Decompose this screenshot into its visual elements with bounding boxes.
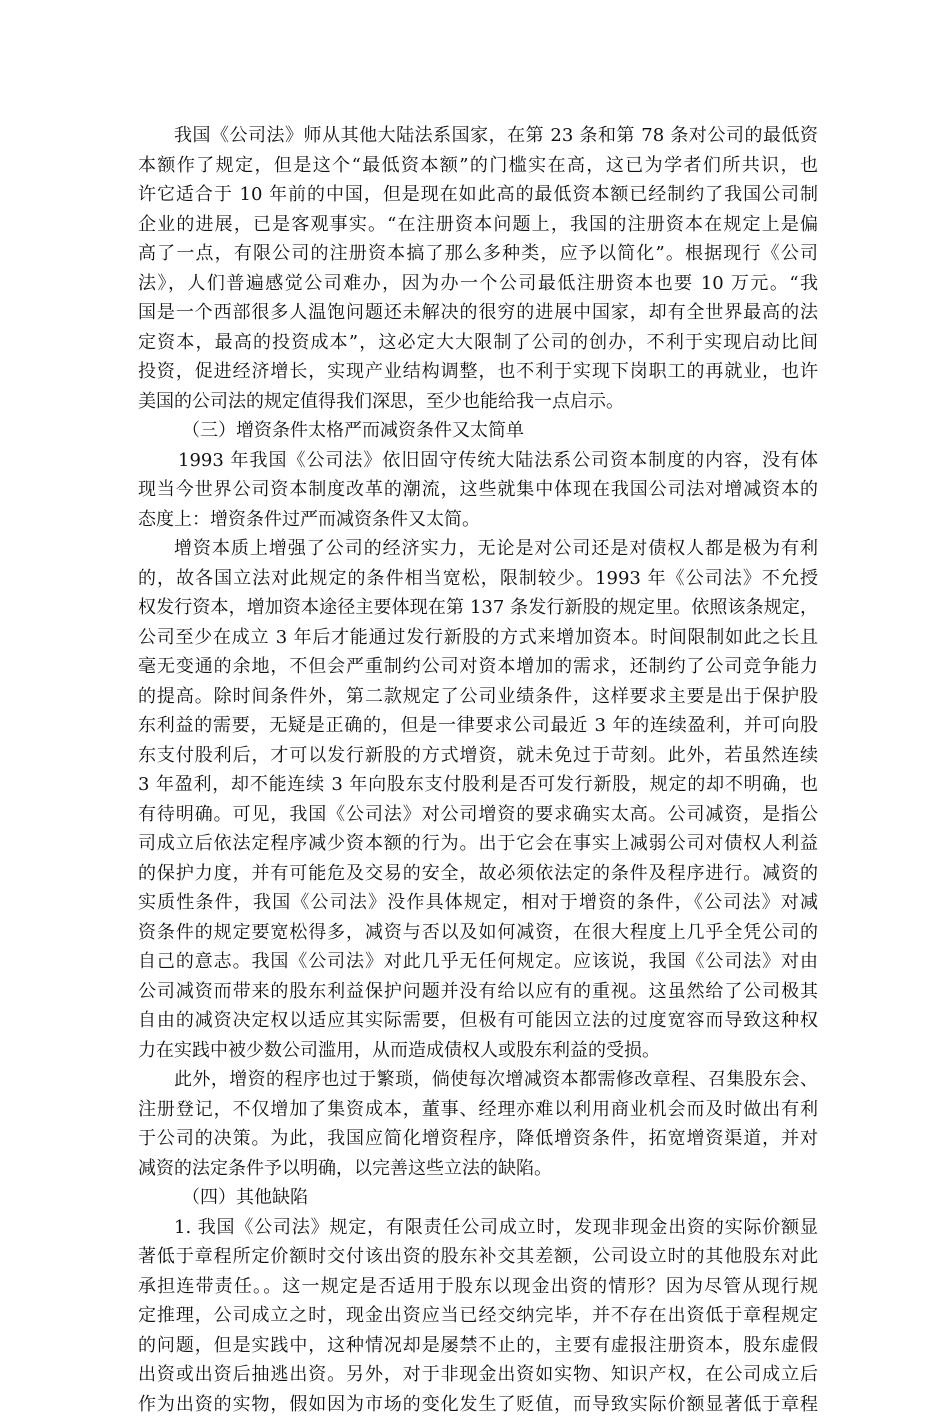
text-line: 法》，人们普遍感觉公司难办，因为办一个公司最低注册资本也要 10 万元。“我 <box>138 269 818 299</box>
text-line: 力在实践中被少数公司滥用，从而造成债权人或股东利益的受损。 <box>138 1036 818 1066</box>
text-line: 1. 我国《公司法》规定，有限责任公司成立时，发现非现金出资的实际价额显 <box>138 1213 818 1243</box>
text-line: 1993 年我国《公司法》依旧固守传统大陆法系公司资本制度的内容，没有体 <box>138 446 818 476</box>
text-line: 现当今世界公司资本制度改革的潮流，这些就集中体现在我国公司法对增减资本的 <box>138 475 818 505</box>
text-line: 此外，增资的程序也过于繁琐，倘使每次增减资本都需修改章程、召集股东会、 <box>138 1065 818 1095</box>
text-line: 自己的意志。我国《公司法》对此几乎无任何规定。应该说，我国《公司法》对由 <box>138 947 818 977</box>
text-line: 权发行资本，增加资本途径主要体现在第 137 条发行新股的规定里。依照该条规定， <box>138 593 818 623</box>
text-line: 司成立后依法定程序减少资本额的行为。出于它会在事实上减弱公司对债权人利益 <box>138 829 818 859</box>
text-line: 增资本质上增强了公司的经济实力，无论是对公司还是对债权人都是极为有利 <box>138 534 818 564</box>
text-line: 国是一个西部很多人温饱问题还未解决的很穷的进展中国家，却有全世界最高的法 <box>138 298 818 328</box>
text-line: 出资或出资后抽逃出资。另外，对于非现金出资如实物、知识产权，在公司成立后 <box>138 1360 818 1390</box>
document-body <box>138 121 818 1419</box>
text-line: 定资本，最高的投资成本”，这必定大大限制了公司的创办，不利于实现启动比间 <box>138 328 818 358</box>
text-line: 许它适合于 10 年前的中国，但是现在如此高的最低资本额已经制约了我国公司制 <box>138 180 818 210</box>
text-line: 东支付股利后，才可以发行新股的方式增资，就未免过于苛刻。此外，若虽然连续 <box>138 741 818 771</box>
text-line: 的保护力度，并有可能危及交易的安全，故必须依法定的条件及程序进行。减资的 <box>138 859 818 889</box>
text-line: 企业的进展，已是客观事实。“在注册资本问题上，我国的注册资本在规定上是偏 <box>138 210 818 240</box>
text-line: 资条件的规定要宽松得多，减资与否以及如何减资，在很大程度上几乎全凭公司的 <box>138 918 818 948</box>
text-line: 美国的公司法的规定值得我们深思，至少也能给我一点启示。 <box>138 387 818 417</box>
text-line: 我国《公司法》师从其他大陆法系国家，在第 23 条和第 78 条对公司的最低资 <box>138 121 818 151</box>
section-heading: （三）增资条件太格严而减资条件又太简单 <box>138 416 818 446</box>
text-line: 毫无变通的余地，不但会严重制约公司对资本增加的需求，还制约了公司竞争能力 <box>138 652 818 682</box>
text-line: 公司至少在成立 3 年后才能通过发行新股的方式来增加资本。时间限制如此之长且 <box>138 623 818 653</box>
text-line: 的提高。除时间条件外，第二款规定了公司业绩条件，这样要求主要是出于保护股 <box>138 682 818 712</box>
text-line: 注册登记，不仅增加了集资成本，董事、经理亦难以利用商业机会而及时做出有利 <box>138 1095 818 1125</box>
text-line: 减资的法定条件予以明确，以完善这些立法的缺陷。 <box>138 1154 818 1184</box>
text-line: 本额作了规定，但是这个“最低资本额”的门槛实在高，这已为学者们所共识，也 <box>138 151 818 181</box>
text-line: 态度上：增资条件过严而减资条件又太简。 <box>138 505 818 535</box>
text-line: 3 年盈利，却不能连续 3 年向股东支付股利是否可发行新股，规定的却不明确，也 <box>138 770 818 800</box>
text-line: 东利益的需要，无疑是正确的，但是一律要求公司最近 3 年的连续盈利，并可向股 <box>138 711 818 741</box>
text-line: 于公司的决策。为此，我国应简化增资程序，降低增资条件，拓宽增资渠道，并对 <box>138 1124 818 1154</box>
text-line: 高了一点，有限公司的注册资本搞了那么多种类，应予以简化”。根据现行《公司 <box>138 239 818 269</box>
text-line: 实质性条件，我国《公司法》没作具体规定，相对于增资的条件，《公司法》对减 <box>138 888 818 918</box>
text-line: 承担连带责任。。这一规定是否适用于股东以现金出资的情形？因为尽管从现行规 <box>138 1272 818 1302</box>
text-line: 投资，促进经济增长，实现产业结构调整，也不利于实现下岗职工的再就业，也许 <box>138 357 818 387</box>
text-line: 有待明确。可见，我国《公司法》对公司增资的要求确实太高。公司减资，是指公 <box>138 800 818 830</box>
text-line: 著低于章程所定价额时交付该出资的股东补交其差额，公司设立时的其他股东对此 <box>138 1242 818 1272</box>
text-line: 的问题，但是实践中，这种情况却是屡禁不止的，主要有虚报注册资本，股东虚假 <box>138 1331 818 1361</box>
text-line: 公司减资而带来的股东利益保护问题并没有给以应有的重视。这虽然给了公司极其 <box>138 977 818 1007</box>
text-line: 自由的减资决定权以适应其实际需要，但极有可能因立法的过度宽容而导致这种权 <box>138 1006 818 1036</box>
text-line: 定推理，公司成立之时，现金出资应当已经交纳完毕，并不存在出资低于章程规定 <box>138 1301 818 1331</box>
section-heading: （四）其他缺陷 <box>138 1183 818 1213</box>
text-line: 作为出资的实物，假如因为市场的变化发生了贬值，而导致实际价额显著低于章程 <box>138 1390 818 1419</box>
text-line: 的，故各国立法对此规定的条件相当宽松，限制较少。1993 年《公司法》不允授 <box>138 564 818 594</box>
